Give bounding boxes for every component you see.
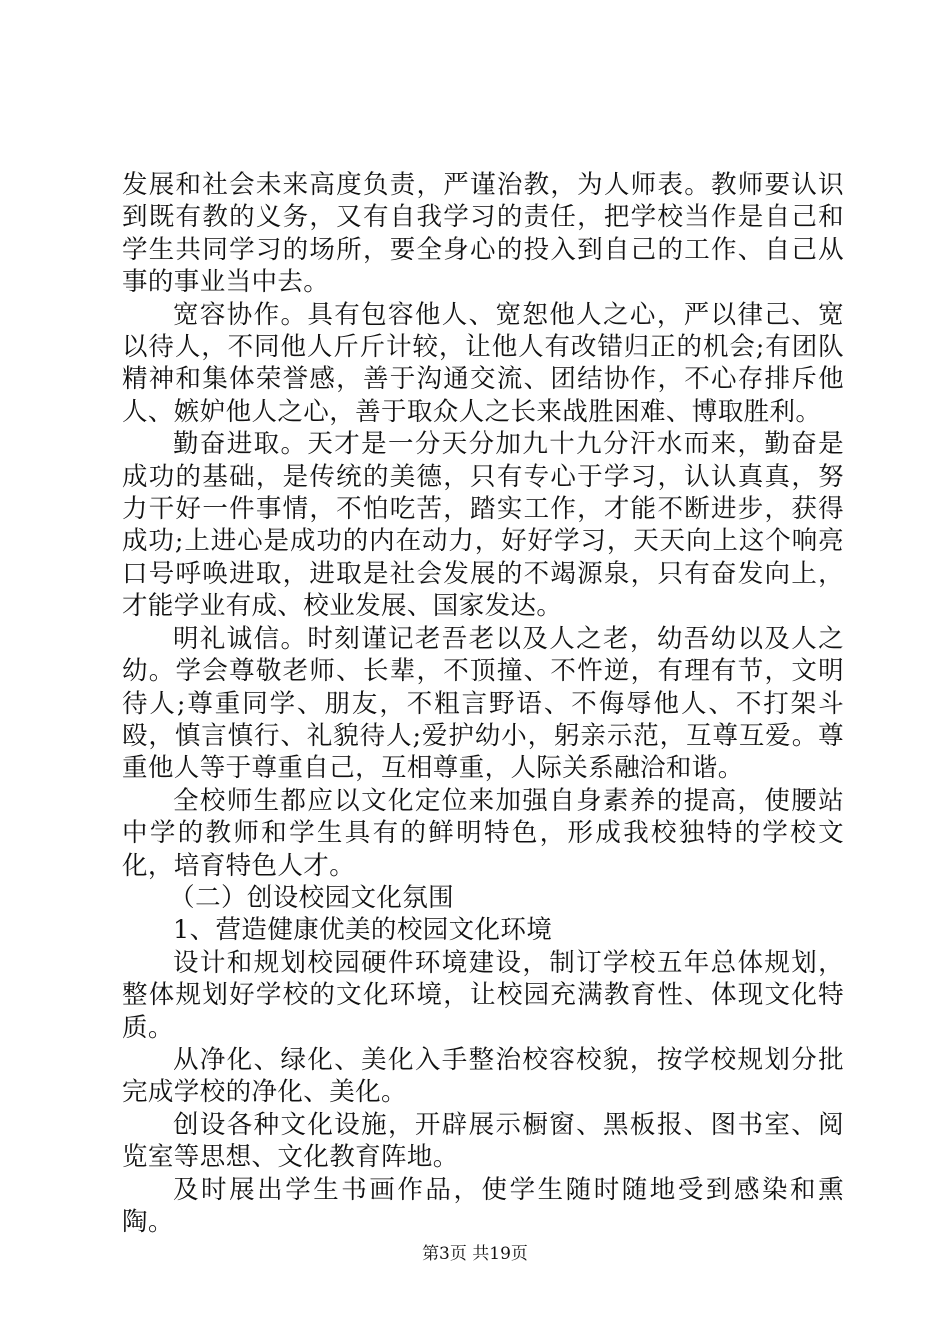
paragraph-culture-positioning: 全校师生都应以文化定位来加强自身素养的提高，使腰站中学的教师和学生具有的鲜明特色，形成我校独特的学校文化，培育特色人才。 xyxy=(122,785,844,881)
paragraph-artwork: 及时展出学生书画作品，使学生随时随地受到感染和熏陶。 xyxy=(122,1174,844,1237)
paragraph-courtesy: 明礼诚信。时刻谨记老吾老以及人之老，幼吾幼以及人之幼。学会尊敬老师、长辈，不顶撞、不忤逆，有理有节，文明待人;尊重同学、朋友，不粗言野语、不侮辱他人、不打架斗殴，慎言慎行、礼貌待人;爱护幼小，躬亲示范，互尊互爱。尊重他人等于尊重自己，互相尊重，人际关系融洽和谐。 xyxy=(122,623,844,784)
paragraph-continuation: 发展和社会未来高度负责，严谨治教，为人师表。教师要认识到既有教的义务，又有自我学习的责任，把学校当作是自己和学生共同学习的场所，要全身心的投入到自己的工作、自己从事的事业当中去。 xyxy=(122,170,844,298)
section-heading: （二）创设校园文化氛围 xyxy=(169,882,455,913)
page-number-footer: 第3页 共19页 xyxy=(422,1244,528,1264)
paragraph-tolerance: 宽容协作。具有包容他人、宽恕他人之心，严以律己、宽以待人，不同他人斤斤计较，让他人有改错归正的机会;有团队精神和集体荣誉感，善于沟通交流、团结协作，不心存排斥他人、嫉妒他人之心，善于取众人之长来战胜困难、博取胜利。 xyxy=(122,299,844,427)
subsection-heading: 1、营造健康优美的校园文化环境 xyxy=(173,915,553,946)
document-body xyxy=(122,169,844,1238)
paragraph-diligence: 勤奋进取。天才是一分天分加九十九分汗水而来，勤奋是成功的基础，是传统的美德，只有专心于学习，认认真真，努力干好一件事情，不怕吃苦，踏实工作，才能不断进步，获得成功;上进心是成功的内在动力，好好学习，天天向上这个响亮口号呼唤进取，进取是社会发展的不竭源泉，只有奋发向上，才能学业有成、校业发展、国家发达。 xyxy=(122,429,844,622)
paragraph-beautification: 从净化、绿化、美化入手整治校容校貌，按学校规划分批完成学校的净化、美化。 xyxy=(122,1044,844,1108)
paragraph-planning: 设计和规划校园硬件环境建设，制订学校五年总体规划，整体规划好学校的文化环境，让校园充满教育性、体现文化特质。 xyxy=(122,947,844,1043)
paragraph-facilities: 创设各种文化设施，开辟展示橱窗、黑板报、图书室、阅览室等思想、文化教育阵地。 xyxy=(122,1109,844,1173)
